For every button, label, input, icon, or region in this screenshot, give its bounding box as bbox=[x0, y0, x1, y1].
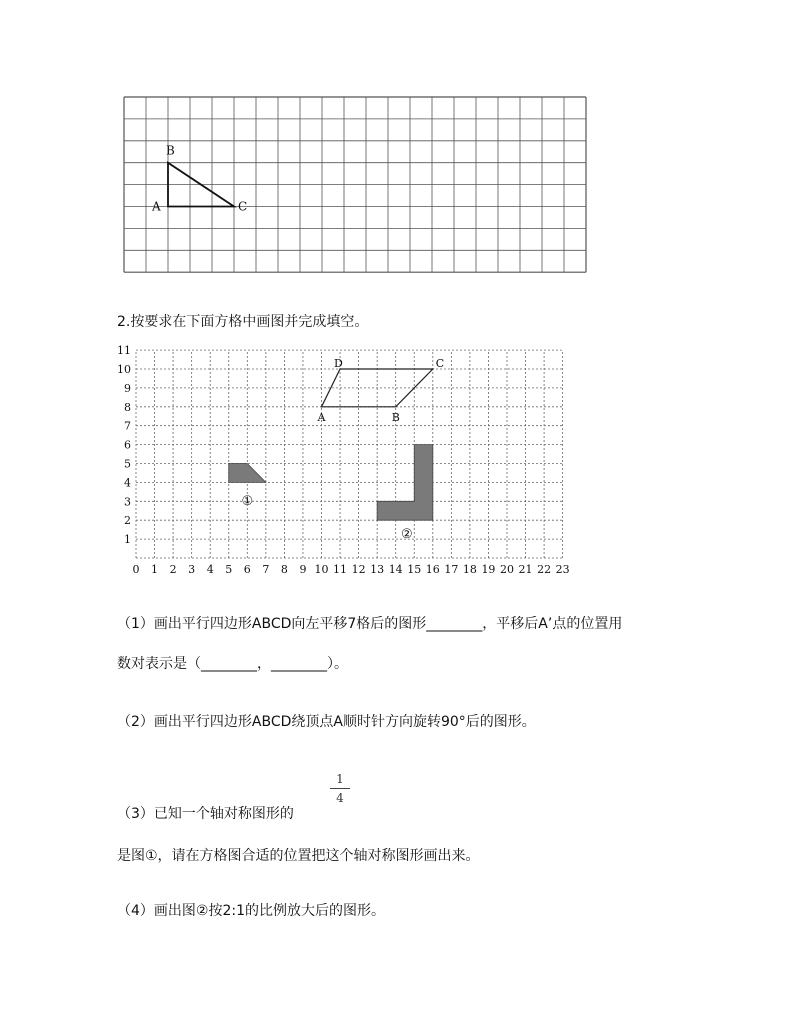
y-tick-label: 2 bbox=[124, 514, 131, 528]
fraction-one-quarter bbox=[330, 772, 350, 805]
x-tick-label: 16 bbox=[425, 563, 440, 576]
fraction-numerator: 1 bbox=[336, 772, 344, 786]
coordinate-grid bbox=[136, 350, 563, 558]
y-tick-label: 1 bbox=[124, 533, 131, 547]
shape-1 bbox=[229, 464, 266, 483]
parallelogram-vertex-d: D bbox=[334, 357, 343, 370]
x-tick-label: 18 bbox=[462, 563, 477, 576]
x-tick-label: 19 bbox=[481, 563, 496, 576]
y-tick-label: 7 bbox=[124, 419, 131, 433]
coordinate-grid-figure bbox=[0, 340, 794, 585]
x-tick-label: 17 bbox=[444, 563, 459, 576]
top-grid-figure bbox=[0, 0, 794, 290]
top-grid bbox=[124, 97, 586, 272]
shape-2-label: ② bbox=[401, 527, 413, 543]
x-tick-label: 11 bbox=[333, 563, 348, 576]
x-tick-label: 3 bbox=[188, 563, 196, 576]
x-tick-label: 13 bbox=[370, 563, 385, 576]
x-tick-label: 0 bbox=[132, 563, 140, 576]
x-tick-label: 14 bbox=[388, 563, 403, 576]
y-axis-ticks bbox=[117, 344, 131, 546]
x-tick-label: 8 bbox=[280, 563, 288, 576]
parallelogram-vertex-c: C bbox=[435, 357, 445, 370]
x-tick-label: 12 bbox=[351, 563, 366, 576]
y-tick-label: 3 bbox=[124, 495, 131, 509]
x-tick-label: 6 bbox=[243, 563, 251, 576]
grid-shapes bbox=[229, 357, 444, 542]
parallelogram-vertex-b: B bbox=[391, 410, 400, 424]
x-tick-label: 1 bbox=[151, 563, 159, 576]
question-3-line-1: （3）已知一个轴对称图形的 bbox=[117, 806, 294, 822]
question-1-line-2: 数对表示是（________，________）。 bbox=[117, 656, 348, 672]
x-tick-label: 15 bbox=[407, 563, 422, 576]
fraction-bar bbox=[330, 788, 350, 789]
x-tick-label: 10 bbox=[314, 563, 329, 576]
vertex-label-b: B bbox=[166, 143, 175, 158]
parallelogram-vertex-a: A bbox=[317, 410, 326, 424]
question-2: （2）画出平行四边形ABCD绕顶点A顺时针方向旋转90°后的图形。 bbox=[117, 714, 536, 730]
shape-1-label: ① bbox=[241, 494, 254, 510]
y-tick-label: 10 bbox=[117, 363, 131, 376]
x-tick-label: 9 bbox=[299, 563, 307, 576]
question-title: 2.按要求在下面方格中画图并完成填空。 bbox=[117, 314, 369, 330]
vertex-label-c: C bbox=[238, 199, 248, 214]
x-tick-label: 7 bbox=[262, 563, 270, 576]
x-axis-ticks bbox=[133, 563, 570, 576]
y-tick-label: 6 bbox=[124, 438, 131, 452]
x-tick-label: 4 bbox=[206, 563, 214, 576]
question-4: （4）画出图②按2:1的比例放大后的图形。 bbox=[117, 903, 385, 919]
y-tick-label: 5 bbox=[124, 457, 131, 471]
x-tick-label: 21 bbox=[518, 563, 533, 576]
vertex-label-a: A bbox=[152, 199, 161, 214]
x-tick-label: 2 bbox=[169, 563, 177, 576]
y-tick-label: 9 bbox=[124, 381, 131, 395]
fraction-denominator: 4 bbox=[336, 791, 344, 805]
y-tick-label: 8 bbox=[124, 400, 131, 414]
x-tick-label: 23 bbox=[555, 563, 570, 576]
question-3-line-2: 是图①，请在方格图合适的位置把这个轴对称图形画出来。 bbox=[117, 848, 480, 864]
x-tick-label: 22 bbox=[537, 563, 552, 576]
y-tick-label: 11 bbox=[117, 344, 131, 358]
x-tick-label: 5 bbox=[225, 563, 233, 576]
x-tick-label: 20 bbox=[500, 563, 514, 576]
question-1-line-1: （1）画出平行四边形ABCD向左平移7格后的图形________，平移后A’点的位置用 bbox=[117, 616, 623, 632]
y-tick-label: 4 bbox=[124, 476, 131, 490]
triangle-abc bbox=[151, 144, 247, 214]
